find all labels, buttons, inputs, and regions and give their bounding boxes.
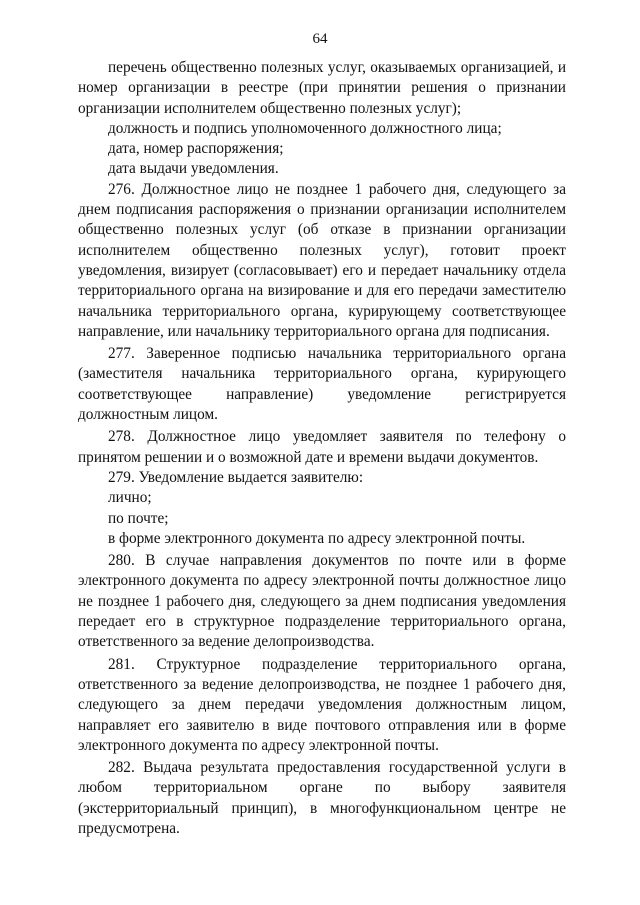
document-body [78, 58, 566, 839]
page-number: 64 [312, 31, 328, 47]
paragraph-services-list: перечень общественно полезных услуг, оказываемых организацией, и номер организации в реестре (при принятии решения о признании организации исполнителем общественно полезных услуг); [78, 59, 566, 117]
paragraph-280: 280. В случае направления документов по почте или в форме электронного документа по адресу электронной почты должностное лицо не позднее 1 рабочего дня, следующего за днем подписания уведомления передает его в структурное подразделение территориального органа, ответственного за ведение делопроизводства. [78, 552, 566, 651]
paragraph-282: 282. Выдача результата предоставления государственной услуги в любом территориальном органе по выбору заявителя (экстерриториальный принцип), в многофункциональном центре не предусмотрена. [78, 759, 566, 837]
paragraph-281: 281. Структурное подразделение территориального органа, ответственного за ведение делопроизводства, не позднее 1 рабочего дня, следующего за днем передачи уведомления должностным лицом, направляет его заявителю в виде почтового отправления или в форме электронного документа по адресу электронной почты. [78, 655, 566, 754]
paragraph-signature: должность и подпись уполномоченного должностного лица; [108, 119, 502, 137]
paragraph-order-date: дата, номер распоряжения; [108, 140, 284, 158]
paragraph-notice-date: дата выдачи уведомления. [108, 160, 279, 178]
paragraph-279: 279. Уведомление выдается заявителю: [108, 468, 364, 486]
list-item-by-email: в форме электронного документа по адресу электронной почты. [108, 529, 526, 547]
list-item-by-mail: по почте; [108, 509, 169, 527]
list-item-in-person: лично; [108, 489, 152, 507]
paragraph-277: 277. Заверенное подписью начальника территориального органа (заместителя начальника территориального органа, курирующего соответствующее направление) уведомление регистрируется должностным лицом. [78, 345, 566, 424]
paragraph-276: 276. Должностное лицо не позднее 1 рабочего дня, следующего за днем подписания распоряжения о признании организации исполнителем общественно полезных услуг (об отказе в признании организации исполнителем общественно полезных услуг), готовит проект уведомления, визирует (согласовывает) его и передает начальнику отдела территориального органа на визирование и для его передачи заместителю начальника территориального органа, курирующему соответствующее направление, или начальнику территориального органа для подписания. [78, 180, 566, 340]
paragraph-278: 278. Должностное лицо уведомляет заявителя по телефону о принятом решении и о возможной дате и времени выдачи документов. [78, 428, 566, 466]
